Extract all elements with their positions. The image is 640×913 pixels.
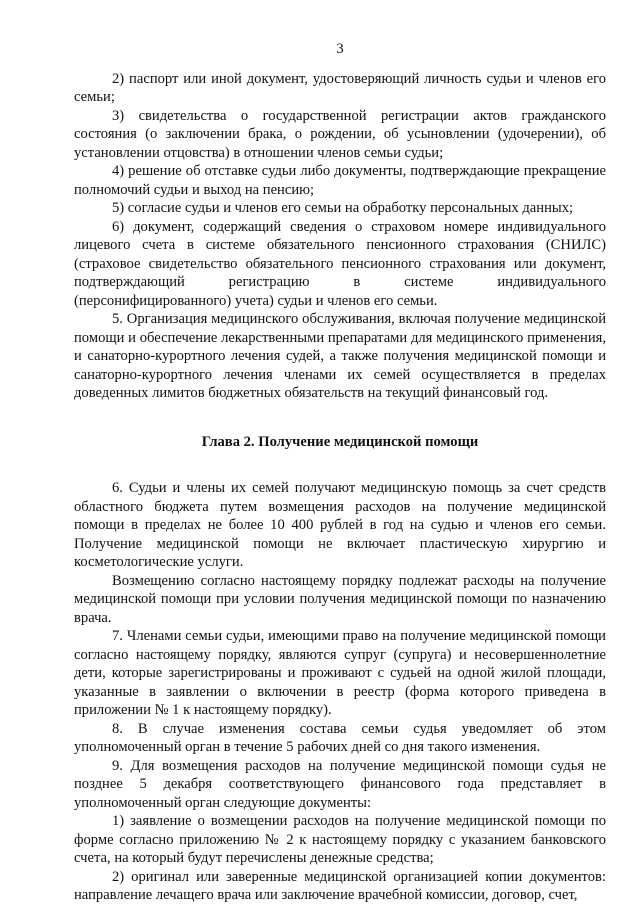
list-item-application: 1) заявление о возмещении расходов на получение медицинской помощи по форме согласно приложению № 2 к настоящему порядку с указанием банковского счета, на который будут перечислены денежные средства; xyxy=(74,813,606,866)
paragraph-5-organization: 5. Организация медицинского обслуживания, включая получение медицинской помощи и обеспечение лекарственными препаратами для медицинского применения, и санаторно-курортного лечения судей, а также получения медицинской помощи и санаторно-курортного лечения членами их семей осуществляется в пределах доведенных лимитов бюджетных обязательств на текущий финансовый год. xyxy=(74,311,606,401)
list-item-retirement-decision: 4) решение об отставке судьи либо документы, подтверждающие прекращение полномочий судьи и выход на пенсию; xyxy=(74,163,606,198)
list-item-personal-data-consent: 5) согласие судьи и членов его семьи на обработку персональных данных; xyxy=(112,200,574,216)
chapter-heading: Глава 2. Получение медицинской помощи xyxy=(201,433,479,450)
paragraph-9-documents: 9. Для возмещения расходов на получение медицинской помощи судья не позднее 5 декабря соответствующего финансового года представляет в уполномоченный орган следующие документы: xyxy=(74,757,606,811)
paragraph-reimbursement-condition: Возмещению согласно настоящему порядку подлежат расходы на получение медицинской помощи при условии получения медицинской помощи по назначению врача. xyxy=(74,572,606,626)
paragraph-7-family-members: 7. Членами семьи судьи, имеющими право на получение медицинской помощи согласно настоящему порядку, являются супруг (супруга) и несовершеннолетние дети, которые зарегистрированы и проживают с судьей на одной жилой площади, указанные в заявлении о включении в реестр (форма которого приведена в приложении № 1 к настоящему порядку). xyxy=(74,628,606,718)
paragraph-8-family-change: 8. В случае изменения состава семьи судья уведомляет об этом уполномоченный орган в течение 5 рабочих дней со дня такого изменения. xyxy=(74,720,606,755)
page-number: 3 xyxy=(336,41,344,57)
paragraph-6-medical-care: 6. Судьи и члены их семей получают медицинскую помощь за счет средств областного бюджета путем возмещения расходов на получение медицинской помощи в пределах не более 10 400 рублей в год на судью и членов его семьи. Получение медицинской помощи не включает пластическую хирургию и косметологические услуги. xyxy=(74,480,606,570)
list-item-civil-registration: 3) свидетельства о государственной регистрации актов гражданского состояния (о заключении брака, о рождении, об усыновлении (удочерении), об установлении отцовства) в отношении членов семьи судьи; xyxy=(74,107,606,161)
list-item-snils-document: 6) документ, содержащий сведения о страховом номере индивидуального лицевого счета в системе обязательного пенсионного страхования (СНИЛС) (страховое свидетельство обязательного пенсионного страхования или документ, подтверждающий регистрацию в системе индивидуального (персонифицированного) учета) судьи и членов его семьи. xyxy=(74,218,606,309)
list-item-passport: 2) паспорт или иной документ, удостоверяющий личность судьи и членов его семьи; xyxy=(74,70,606,105)
list-item-originals: 2) оригинал или заверенные медицинской организацией копии документов: направление лечащего врача или заключение врачебной комиссии, договор, счет, xyxy=(74,868,606,903)
